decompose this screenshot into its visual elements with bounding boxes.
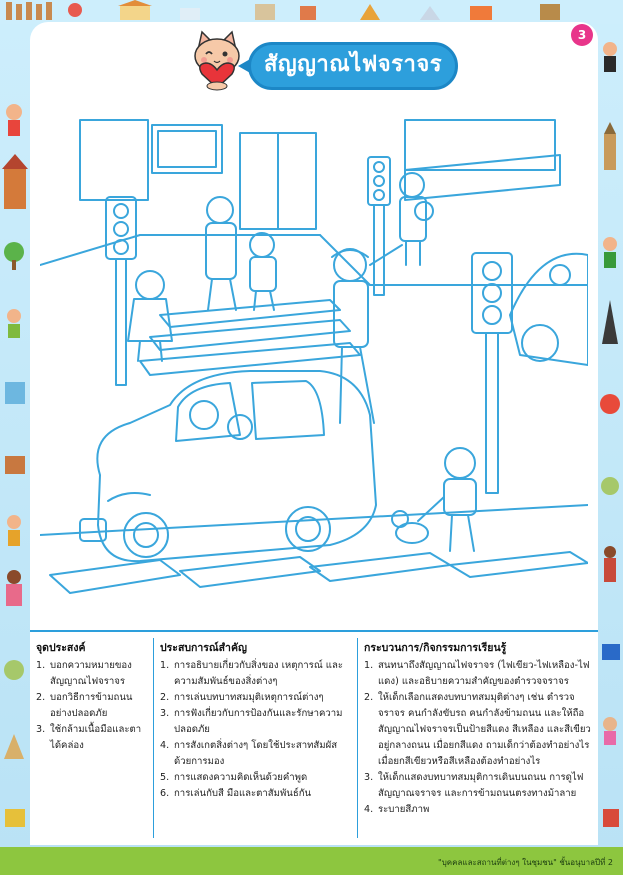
right-border-decoration (598, 24, 623, 847)
activities-list (364, 658, 592, 818)
footer-book-title: "บุคคลและสถานที่ต่างๆ ในชุมชน" ชั้นอนุบาลปีที่ 2 (438, 858, 613, 867)
list-item: 1. บอกความหมายของสัญญาณไฟจราจร (36, 660, 132, 687)
traffic-light-right (472, 253, 512, 493)
lesson-plan-box (30, 630, 598, 845)
list-item: 2. การเล่นบทบาทสมมุติเหตุการณ์ต่างๆ (160, 692, 324, 703)
traffic-light-left (106, 197, 136, 385)
list-item: 2. ให้เด็กเลือกแสดงบทบาทสมมุติต่างๆ เช่น ตำรวจจราจร คนกำลังขับรถ คนกำลังข้ามถนน และให้ถือสัญญาณไฟจราจรเป็นป้ายสีแดง สีเหลือง และสีเขียว อยู่กลางถนน เมื่อยกสีแดง ถามเด็กว่าต้องทำอย่างไร เมื่อยกสีเขียวหรือสีเหลืองต้องทำอย่างไร (364, 692, 591, 767)
experiences-list (160, 658, 352, 802)
traffic-light-back (368, 157, 390, 295)
list-item: 6. การเล่นกับสี มือและตาสัมพันธ์กัน (160, 788, 312, 799)
list-item: 3. การฟังเกี่ยวกับการป้องกันและรักษาความปลอดภัย (160, 708, 343, 735)
column-divider (357, 638, 358, 838)
girl-crossing-figure (128, 271, 172, 361)
top-border-decoration (0, 0, 623, 24)
objectives-list (36, 658, 148, 754)
boy-holding-hand-figure (250, 233, 276, 310)
page-number-badge: 3 (571, 24, 593, 46)
activities-heading: กระบวนการ/กิจกรรมการเรียนรู้ (364, 642, 507, 654)
list-item: 3. ใช้กล้ามเนื้อมือและตาได้คล่อง (36, 724, 142, 751)
list-item: 1. การอธิบายเกี่ยวกับสิ่งของ เหตุการณ์ และความสัมพันธ์ของสิ่งต่างๆ (160, 660, 344, 687)
footer-bar (0, 847, 623, 875)
list-item: 5. การแสดงความคิดเห็นด้วยคำพูด (160, 772, 308, 783)
experiences-heading: ประสบการณ์สำคัญ (160, 642, 247, 654)
page-title: สัญญาณไฟจราจร (248, 42, 458, 90)
left-border-decoration (0, 24, 30, 847)
experiences-column (160, 640, 352, 802)
list-item: 1. สนทนาถึงสัญญาณไฟจราจร (ไฟเขียว-ไฟเหลือง-ไฟแดง) และอธิบายความสำคัญของตำรวจจราจร (364, 660, 590, 687)
right-car (510, 254, 588, 365)
list-item: 3. ให้เด็กแสดงบทบาทสมมุติการเดินบนถนน การดูไฟสัญญาณจราจร และการข้ามถนนตรงทางม้าลาย (364, 772, 584, 799)
list-item: 4. การสังเกตสิ่งต่างๆ โดยใช้ประสาทสัมผัสด้วยการมอง (160, 740, 338, 767)
boy-with-dog-figure (392, 448, 476, 551)
objectives-column (36, 640, 148, 754)
list-item: 4. ระบายสีภาพ (364, 804, 430, 815)
main-car (80, 371, 376, 561)
objectives-heading: จุดประสงค์ (36, 642, 86, 654)
activities-column (364, 640, 592, 818)
background-buildings (40, 120, 588, 285)
list-item: 2. บอกวิธีการข้ามถนนอย่างปลอดภัย (36, 692, 133, 719)
traffic-scene-coloring-illustration (40, 105, 588, 625)
crosswalk (40, 300, 588, 593)
grandpa-figure (206, 197, 236, 310)
column-divider (153, 638, 154, 838)
traffic-police-figure (332, 245, 402, 423)
